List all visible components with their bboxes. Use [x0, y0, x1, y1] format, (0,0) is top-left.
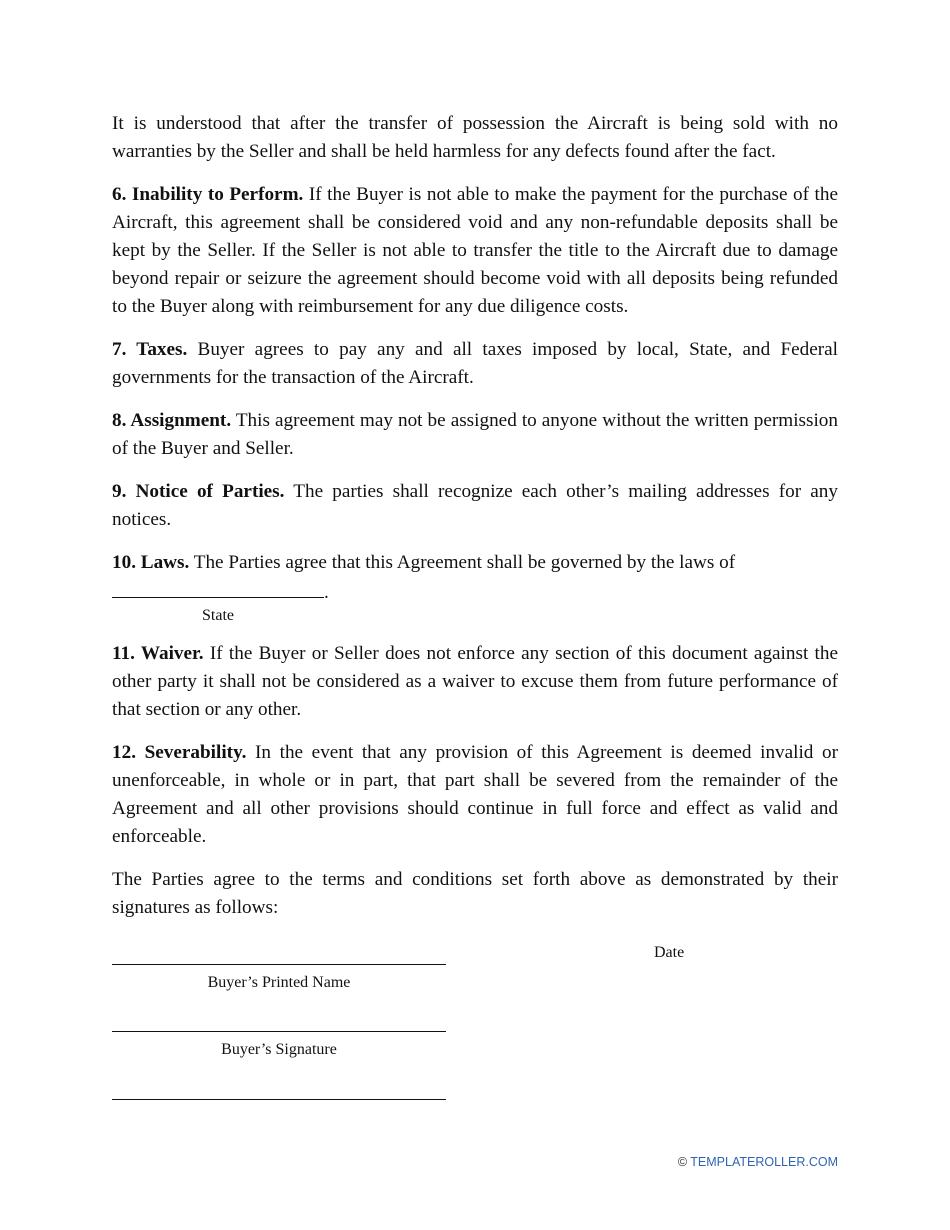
state-blank-row — [112, 577, 838, 605]
footer-brand-link[interactable]: TEMPLATEROLLER.COM — [690, 1155, 838, 1169]
footer-watermark[interactable] — [678, 1155, 838, 1169]
state-blank-period: . — [324, 582, 329, 603]
buyer-printed-name-block — [112, 964, 446, 993]
buyer-printed-name-line[interactable] — [112, 964, 446, 965]
copyright-symbol: © — [677, 1155, 688, 1169]
state-caption: State — [202, 607, 234, 624]
section-6-heading: 6. Inability to Perform. — [112, 184, 304, 205]
section-8-heading: 8. Assignment. — [112, 410, 232, 431]
section-7-taxes — [112, 336, 838, 392]
section-8-assignment — [112, 407, 838, 463]
section-8-body: This agreement may not be assigned to anyone without the written permission of the Buyer and Seller. — [112, 410, 838, 459]
state-blank-field[interactable] — [112, 577, 324, 598]
section-10-heading: 10. Laws. — [112, 552, 190, 573]
section-12-heading: 12. Severability. — [112, 742, 247, 763]
buyer-printed-name-caption: Buyer’s Printed Name — [207, 974, 351, 991]
section-10-laws — [112, 549, 838, 577]
intro-paragraph: It is understood that after the transfer of possession the Aircraft is being sold with no warranties by the Seller and shall be held harmless for any defects found after the fact. — [112, 113, 838, 162]
buyer-signature-block — [112, 1031, 446, 1060]
buyer-signature-line[interactable] — [112, 1031, 446, 1032]
section-11-waiver — [112, 640, 838, 724]
section-10-body: The Parties agree that this Agreement shall be governed by the laws of — [189, 552, 736, 573]
section-11-heading: 11. Waiver. — [112, 643, 204, 664]
section-9-heading: 9. Notice of Parties. — [112, 481, 285, 502]
section-7-heading: 7. Taxes. — [112, 339, 188, 360]
section-7-body: Buyer agrees to pay any and all taxes imposed by local, State, and Federal governments for the transaction of the Aircraft. — [112, 339, 838, 388]
date-label: Date — [654, 944, 685, 961]
signature-date-block — [112, 1099, 446, 1100]
document-body — [112, 110, 838, 937]
section-12-severability — [112, 739, 838, 851]
closing-paragraph: The Parties agree to the terms and conditions set forth above as demonstrated by their signatures as follows: — [112, 869, 838, 918]
section-12-body: In the event that any provision of this Agreement is deemed invalid or unenforceable, in whole or in part, that part shall be severed from the remainder of the Agreement and all other provisions should continue in full force and effect as valid and enforceable. — [112, 742, 838, 847]
section-6-inability-to-perform — [112, 181, 838, 321]
section-9-notice-of-parties — [112, 478, 838, 534]
signature-date-line[interactable] — [112, 1099, 446, 1100]
section-6-body: If the Buyer is not able to make the payment for the purchase of the Aircraft, this agreement shall be considered void and any non-refundable deposits shall be kept by the Seller. If the Seller is not able to transfer the title to the Aircraft due to damage beyond repair or seizure the agreement should become void with all deposits being refunded to the Buyer along with reimbursement for any due diligence costs. — [112, 184, 838, 317]
section-9-body: The parties shall recognize each other’s mailing addresses for any notices. — [112, 481, 838, 530]
section-11-body: If the Buyer or Seller does not enforce any section of this document against the other party it shall not be considered as a waiver to excuse them from future performance of that section or any other. — [112, 643, 838, 720]
buyer-signature-caption: Buyer’s Signature — [221, 1041, 337, 1058]
